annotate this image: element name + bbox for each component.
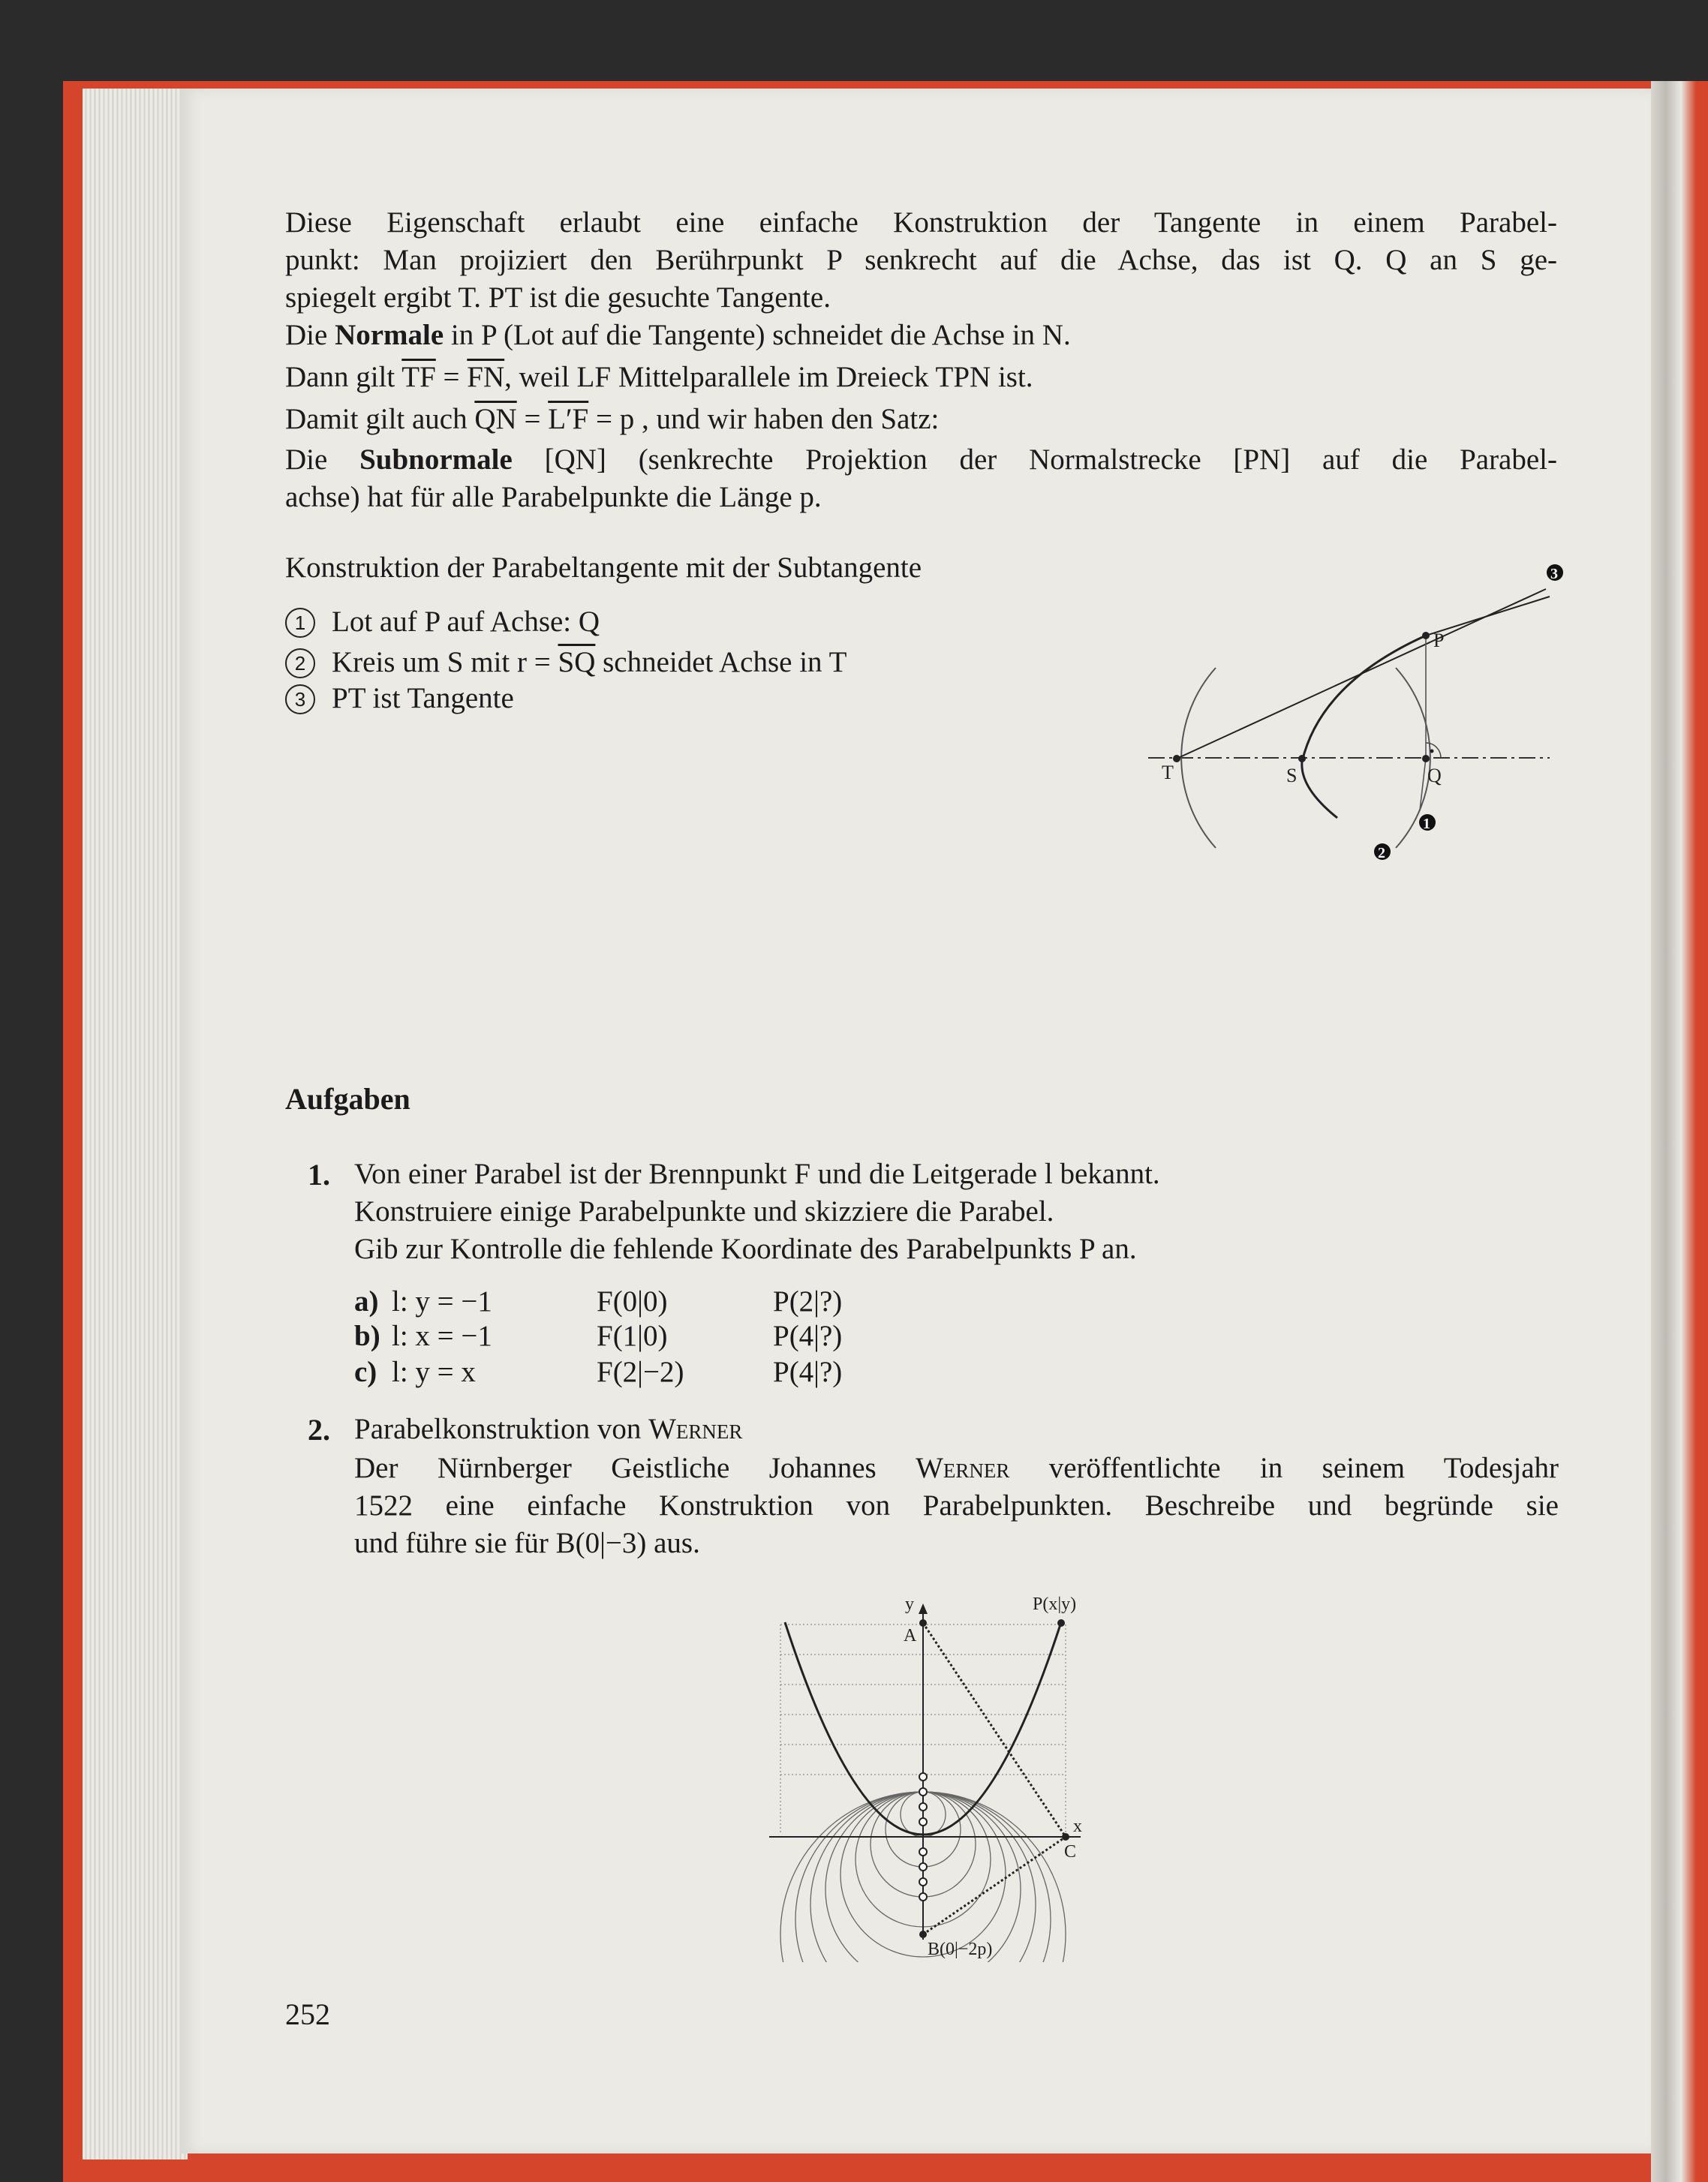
task-2-number: 2.: [308, 1413, 330, 1447]
label-t: T: [1162, 762, 1174, 783]
step-3-text: PT ist Tangente: [332, 682, 514, 714]
label-a: A: [904, 1626, 917, 1646]
qn-pre: Damit gilt auch: [285, 403, 475, 435]
point-b: [919, 1931, 927, 1938]
step-1-text: Lot auf P auf Achse: Q: [332, 606, 600, 638]
row-b-focus: F(1|0): [597, 1320, 668, 1352]
dot-2: [919, 1788, 927, 1796]
point-t: [1173, 755, 1180, 762]
page-number: 252: [285, 1997, 330, 2031]
sub-post-1: [QN] (senkrechte Projektion der Normalstrecke [PN] auf die Parabel-: [512, 443, 1558, 476]
row-a-point: P(2|?): [773, 1285, 843, 1318]
label-s: S: [1286, 765, 1298, 786]
task-2-title-pre: Parabelkonstruktion von: [354, 1413, 649, 1445]
label-p: P(x|y): [1033, 1594, 1077, 1614]
page-edges: [83, 89, 188, 2159]
dot-3: [919, 1803, 927, 1811]
label-p: P: [1433, 630, 1445, 651]
task-1-number: 1.: [308, 1158, 330, 1192]
task-2-l1-pre: Der Nürnberger Geistliche Johannes: [354, 1452, 916, 1484]
subnormale-line-1: [285, 441, 1557, 479]
label-y: y: [905, 1594, 914, 1614]
intro-line-2: punkt: Man projiziert den Berührpunkt P senkrecht auf die Achse, das ist Q. Q an S ge-: [285, 244, 1557, 276]
label-b: B(0|−2p): [928, 1940, 993, 1959]
subnormale-line-2: achse) hat für alle Parabelpunkte die Länge p.: [285, 481, 822, 513]
task-1-line-3: Gib zur Kontrolle die fehlende Koordinate des Parabelpunkts P an.: [354, 1233, 1137, 1265]
point-c: [1062, 1833, 1069, 1841]
label-q: Q: [1427, 765, 1442, 786]
line-bc: [923, 1837, 1066, 1934]
step-2-pre: Kreis um S mit r =: [332, 646, 558, 678]
tf-segment: $\overline{TF}$: [401, 361, 436, 393]
intro-line-1: Diese Eigenschaft erlaubt eine einfache Konstruktion der Tangente in einem Parabel-: [285, 206, 1557, 239]
clip-mask-top: [758, 1587, 1148, 1617]
task-1-line-1: Von einer Parabel ist der Brennpunkt F und die Leitgerade l bekannt.: [354, 1158, 1160, 1190]
dot-8: [919, 1893, 927, 1901]
step-3-number: 3: [285, 684, 315, 714]
task-2-l1-post: veröffentlichte in seinem Todesjahr: [1009, 1452, 1559, 1484]
sub-pre: Die: [285, 443, 360, 476]
row-b-point: P(4|?): [773, 1320, 843, 1352]
normale-term: Normale: [335, 319, 444, 351]
row-c-label: c): [354, 1356, 377, 1388]
dot-7: [919, 1878, 927, 1886]
marker-2: 2: [1378, 845, 1385, 861]
dot-5: [919, 1848, 927, 1856]
right-angle-dot: [1430, 750, 1434, 753]
row-a-line: l: y = −1: [392, 1285, 492, 1318]
qn-eq: =: [516, 403, 549, 435]
aufgaben-heading: Aufgaben: [285, 1082, 410, 1116]
subnormale-term: Subnormale: [359, 443, 513, 476]
parabola-curve: [1302, 636, 1426, 818]
step-3: [285, 680, 514, 717]
tf-post: , weil LF Mittelparallele im Dreieck TPN ist.: [504, 361, 1033, 393]
task-2-line-3: und führe sie für B(0|−3) aus.: [354, 1527, 700, 1559]
construction-heading: Konstruktion der Parabeltangente mit der Subtangente: [285, 552, 922, 584]
intro-line-3: spiegelt ergibt T. PT ist die gesuchte Tangente.: [285, 281, 831, 314]
task-2-line-1: [354, 1450, 1559, 1487]
tangent-construction-figure: [1141, 555, 1576, 900]
point-p: [1057, 1619, 1065, 1627]
point-s: [1298, 755, 1306, 762]
marker-1: 1: [1423, 816, 1430, 832]
line-ac: [923, 1623, 1066, 1837]
fn-segment: $\overline{FN}$: [467, 361, 505, 393]
qn-post: = p , und wir haben den Satz:: [588, 403, 940, 435]
facing-page-edge: [1651, 81, 1708, 2182]
row-a-focus: F(0|0): [597, 1285, 668, 1318]
step-2: [285, 644, 846, 681]
sq-segment: $\overline{SQ}$: [558, 646, 596, 678]
task-2-l1-name: Werner: [916, 1452, 1010, 1484]
point-p: [1422, 632, 1430, 639]
normale-line: [285, 317, 1071, 354]
task-2-line-2: 1522 eine einfache Konstruktion von Parabelpunkten. Beschreibe und begründe sie: [354, 1489, 1559, 1522]
label-c: C: [1064, 1842, 1077, 1862]
tf-eq: =: [435, 361, 468, 393]
step-2-post: schneidet Achse in T: [595, 646, 847, 678]
marker-3: 3: [1550, 566, 1558, 582]
werner-construction-figure: [758, 1587, 1148, 1962]
tangent-line-ext: [1426, 597, 1550, 636]
qn-line: [285, 401, 939, 438]
row-c-point: P(4|?): [773, 1356, 843, 1388]
step-1: [285, 603, 600, 641]
row-b-line: l: x = −1: [392, 1320, 492, 1352]
row-b-label: b): [354, 1320, 380, 1352]
step-1-number: 1: [285, 608, 315, 638]
dot-4: [919, 1818, 927, 1826]
normale-post: in P (Lot auf die Tangente) schneidet die Achse in N.: [444, 319, 1071, 351]
row-c-line: l: y = x: [392, 1356, 476, 1388]
normale-pre: Die: [285, 319, 335, 351]
point-q: [1422, 755, 1430, 762]
lf-segment: L′F: [548, 403, 589, 435]
task-1-line-2: Konstruiere einige Parabelpunkte und skizziere die Parabel.: [354, 1195, 1054, 1228]
dot-1: [919, 1773, 927, 1781]
row-a-label: a): [354, 1285, 379, 1318]
label-x: x: [1073, 1817, 1082, 1836]
task-2-title-name: Werner: [648, 1413, 743, 1445]
task-2-title: [354, 1411, 1559, 1448]
tf-pre: Dann gilt: [285, 361, 402, 393]
tf-line: [285, 359, 1033, 396]
qn-segment: $\overline{QN}$: [474, 403, 517, 435]
step-2-number: 2: [285, 648, 315, 678]
row-c-focus: F(2|−2): [597, 1356, 684, 1388]
point-a: [919, 1619, 927, 1627]
dot-6: [919, 1863, 927, 1871]
